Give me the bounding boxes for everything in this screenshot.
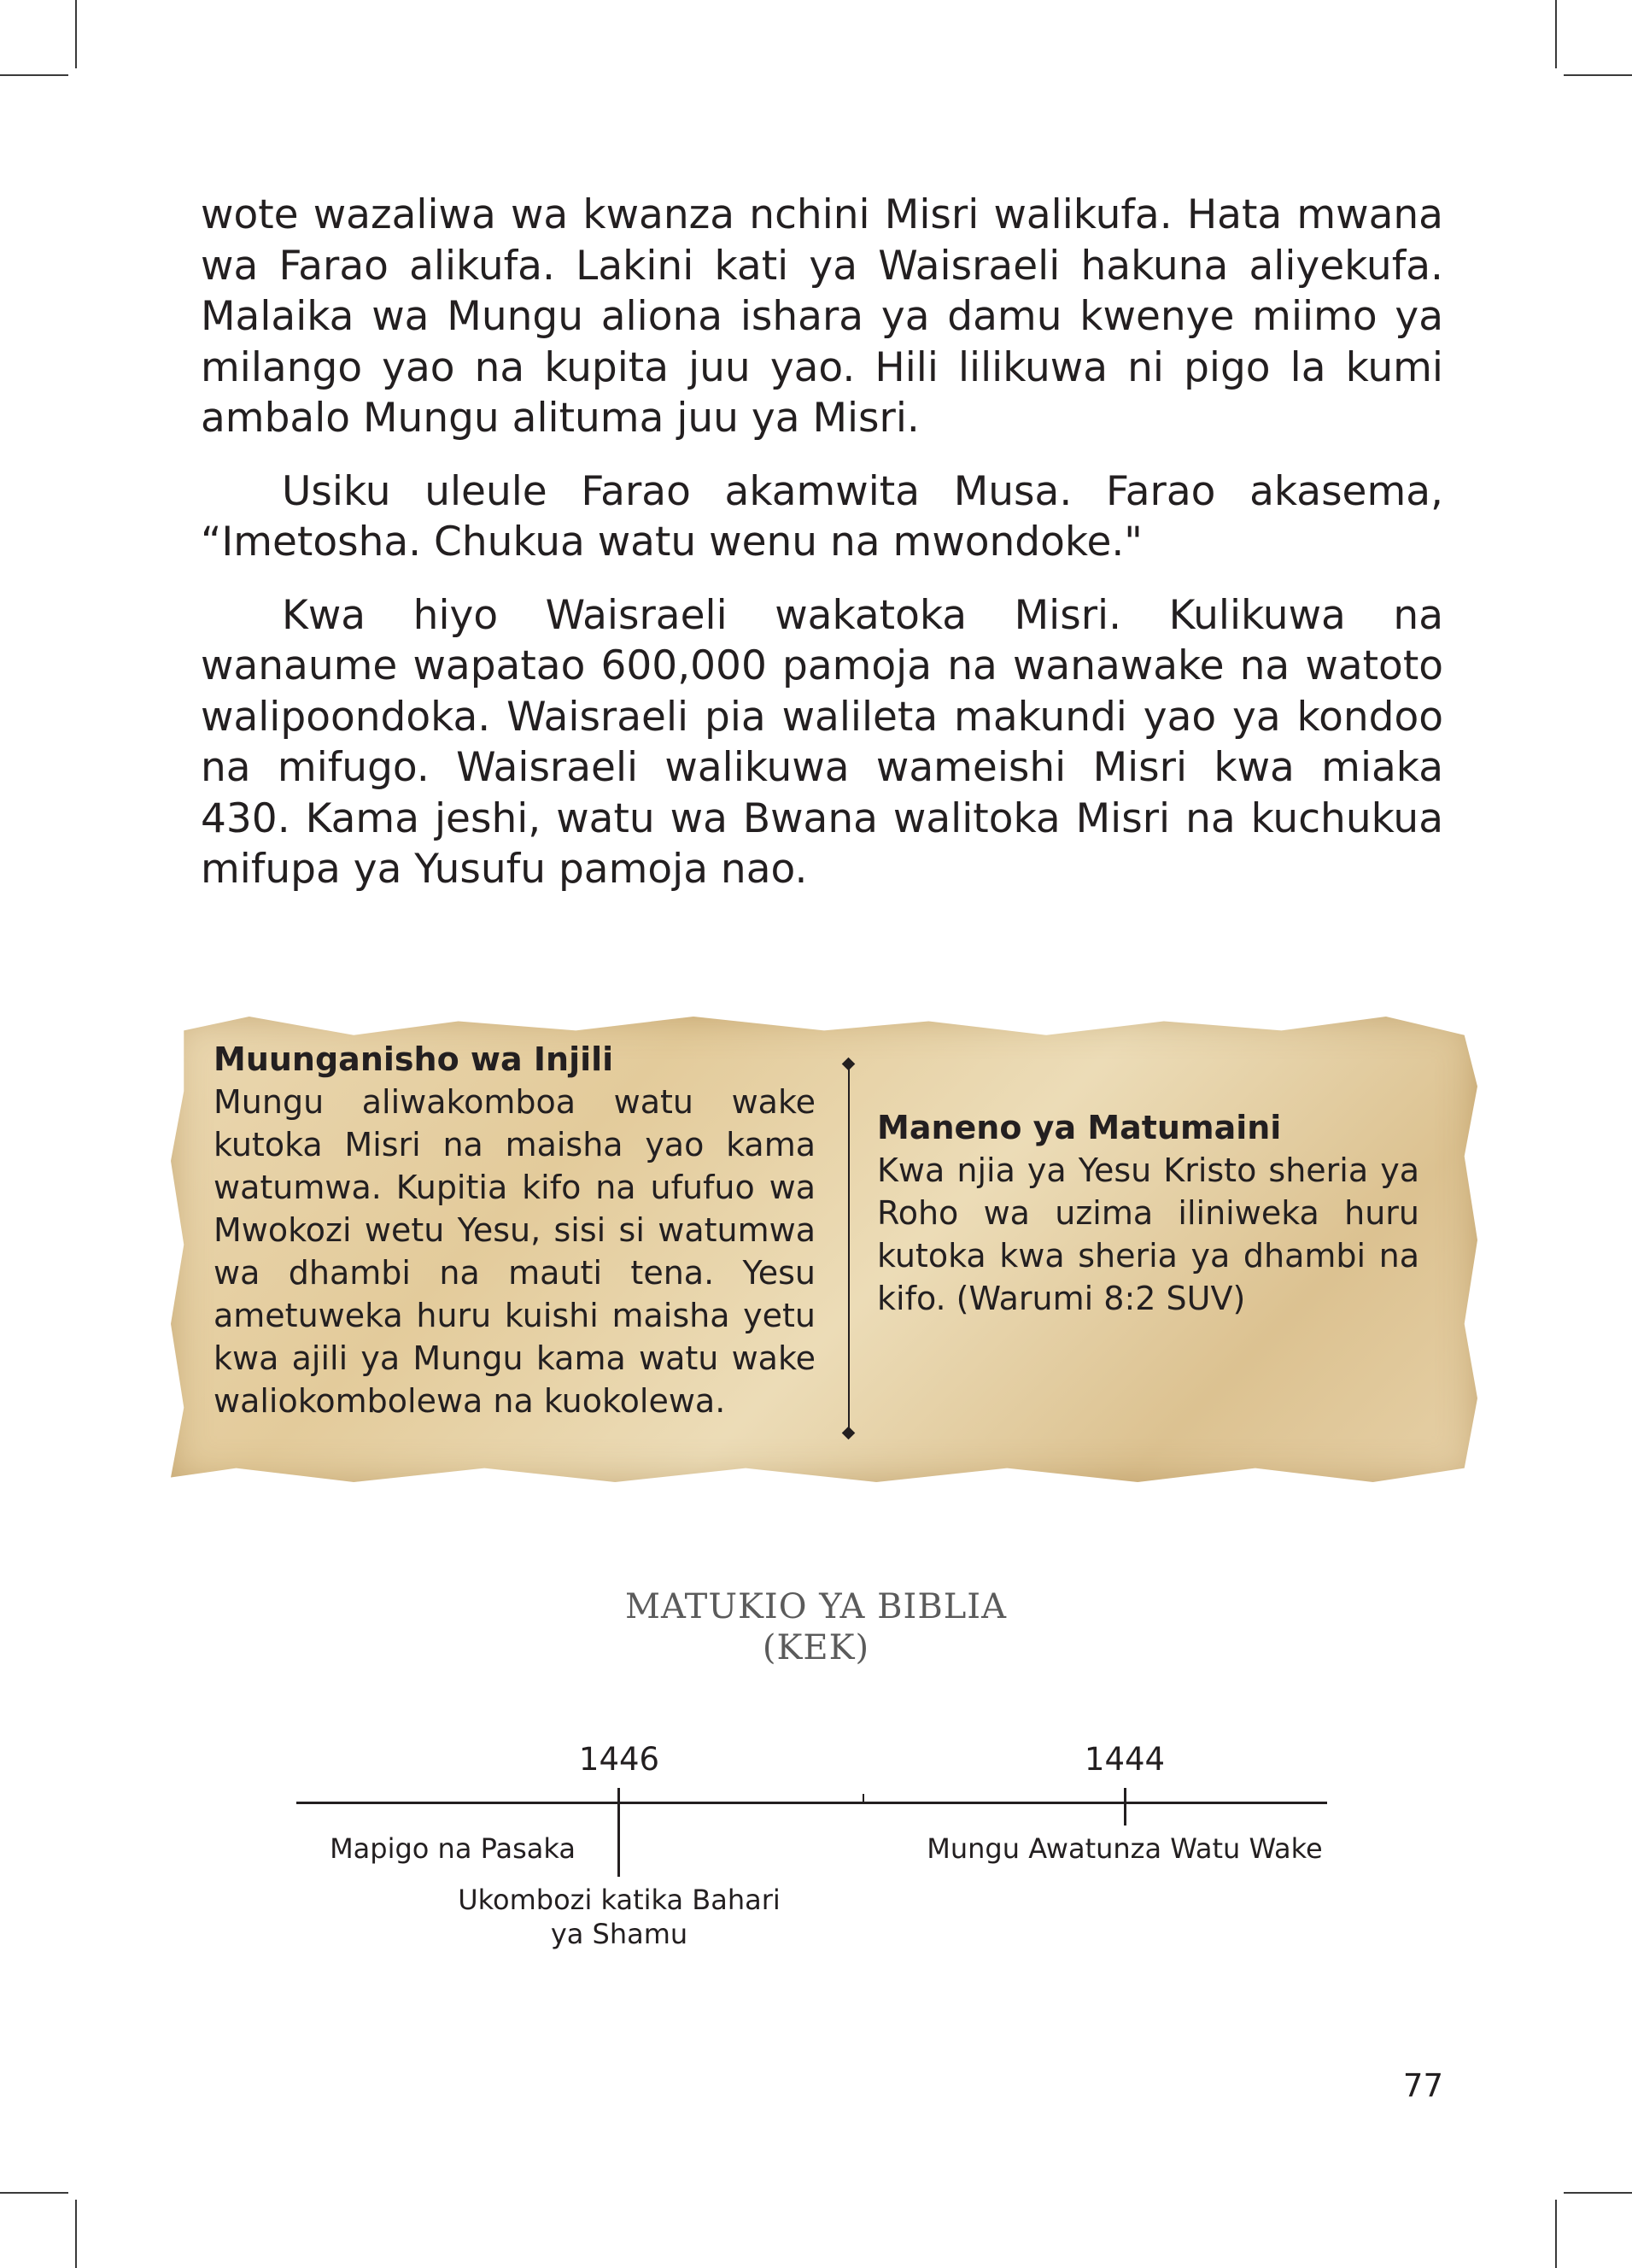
timeline-label-plagues: Mapigo na Pasaka: [330, 1832, 576, 1865]
timeline-year-1444: 1444: [1084, 1741, 1166, 1778]
crop-mark-top-left: [75, 0, 77, 68]
gospel-connection-column: [214, 1038, 816, 1422]
timeline-tick-1446: [617, 1788, 620, 1877]
timeline-year-1446: 1446: [578, 1741, 660, 1778]
gospel-connection-text: Mungu aliwakomboa watu wake kutoka Misri na maisha yao kama watumwa. Kupitia kifo na ufufuo wa Mwokozi wetu Yesu, sisi si watumwa wa dhambi na mauti tena. Yesu ametuweka huru kuishi maisha yetu kwa ajili ya Mungu kama watu wake waliokombolewa na kuokolewa.: [214, 1083, 816, 1420]
timeline-title: MATUKIO YA BIBLIA: [625, 1587, 1007, 1626]
crop-mark-top-left-h: [0, 74, 68, 76]
crop-mark-top-right-h: [1564, 74, 1632, 76]
gospel-connection-heading: Muunganisho wa Injili: [214, 1040, 614, 1078]
crop-mark-top-right: [1555, 0, 1557, 68]
page-number: 77: [1402, 2067, 1443, 2104]
words-of-hope-text: Kwa njia ya Yesu Kristo sheria ya Roho wa uzima iliniweka huru kutoka kwa sheria ya dhambi na kifo. (Warumi 8:2 SUV): [877, 1152, 1419, 1317]
column-divider: [848, 1065, 850, 1431]
timeline-label-god-cares: Mungu Awatunza Watu Wake: [927, 1832, 1323, 1865]
words-of-hope-column: [877, 1106, 1419, 1320]
timeline-axis: [296, 1802, 1327, 1804]
timeline-label-red-sea-line-2: ya Shamu: [550, 1918, 688, 1950]
timeline-tick-1444: [1124, 1788, 1126, 1826]
timeline-label-red-sea-line-1: Ukombozi katika Bahari: [458, 1884, 781, 1916]
timeline-tick-middle: [863, 1794, 864, 1802]
paragraph-1: wote wazaliwa wa kwanza nchini Misri walikufa. Hata mwana wa Farao alikufa. Lakini kati ya Waisraeli hakuna aliyekufa. Malaika wa Mungu aliona ishara ya damu kwenye miimo ya milango yao na kupita juu yao. Hili lilikuwa ni pigo la kumi ambalo Mungu alituma juu ya Misri.: [201, 191, 1443, 442]
paragraph-3: Kwa hiyo Waisraeli wakatoka Misri. Kulikuwa na wanaume wapatao 600,000 pamoja na wanawake na watoto walipoondoka. Waisraeli pia walileta makundi yao ya kondoo na mifugo. Waisraeli walikuwa wameishi Misri kwa miaka 430. Kama jeshi, watu wa Bwana walitoka Misri na kuchukua mifupa ya Yusufu pamoja nao.: [201, 591, 1443, 893]
crop-mark-bottom-right-h: [1564, 2192, 1632, 2194]
crop-mark-bottom-right: [1555, 2200, 1557, 2268]
body-text: [201, 190, 1443, 917]
crop-mark-bottom-left-h: [0, 2192, 68, 2194]
paragraph-2: Usiku uleule Farao akamwita Musa. Farao akasema, “Imetosha. Chukua watu wenu na mwondoke.": [201, 467, 1443, 566]
timeline-subtitle: (KEK): [762, 1628, 870, 1667]
words-of-hope-heading: Maneno ya Matumaini: [877, 1109, 1282, 1146]
crop-mark-bottom-left: [75, 2200, 77, 2268]
